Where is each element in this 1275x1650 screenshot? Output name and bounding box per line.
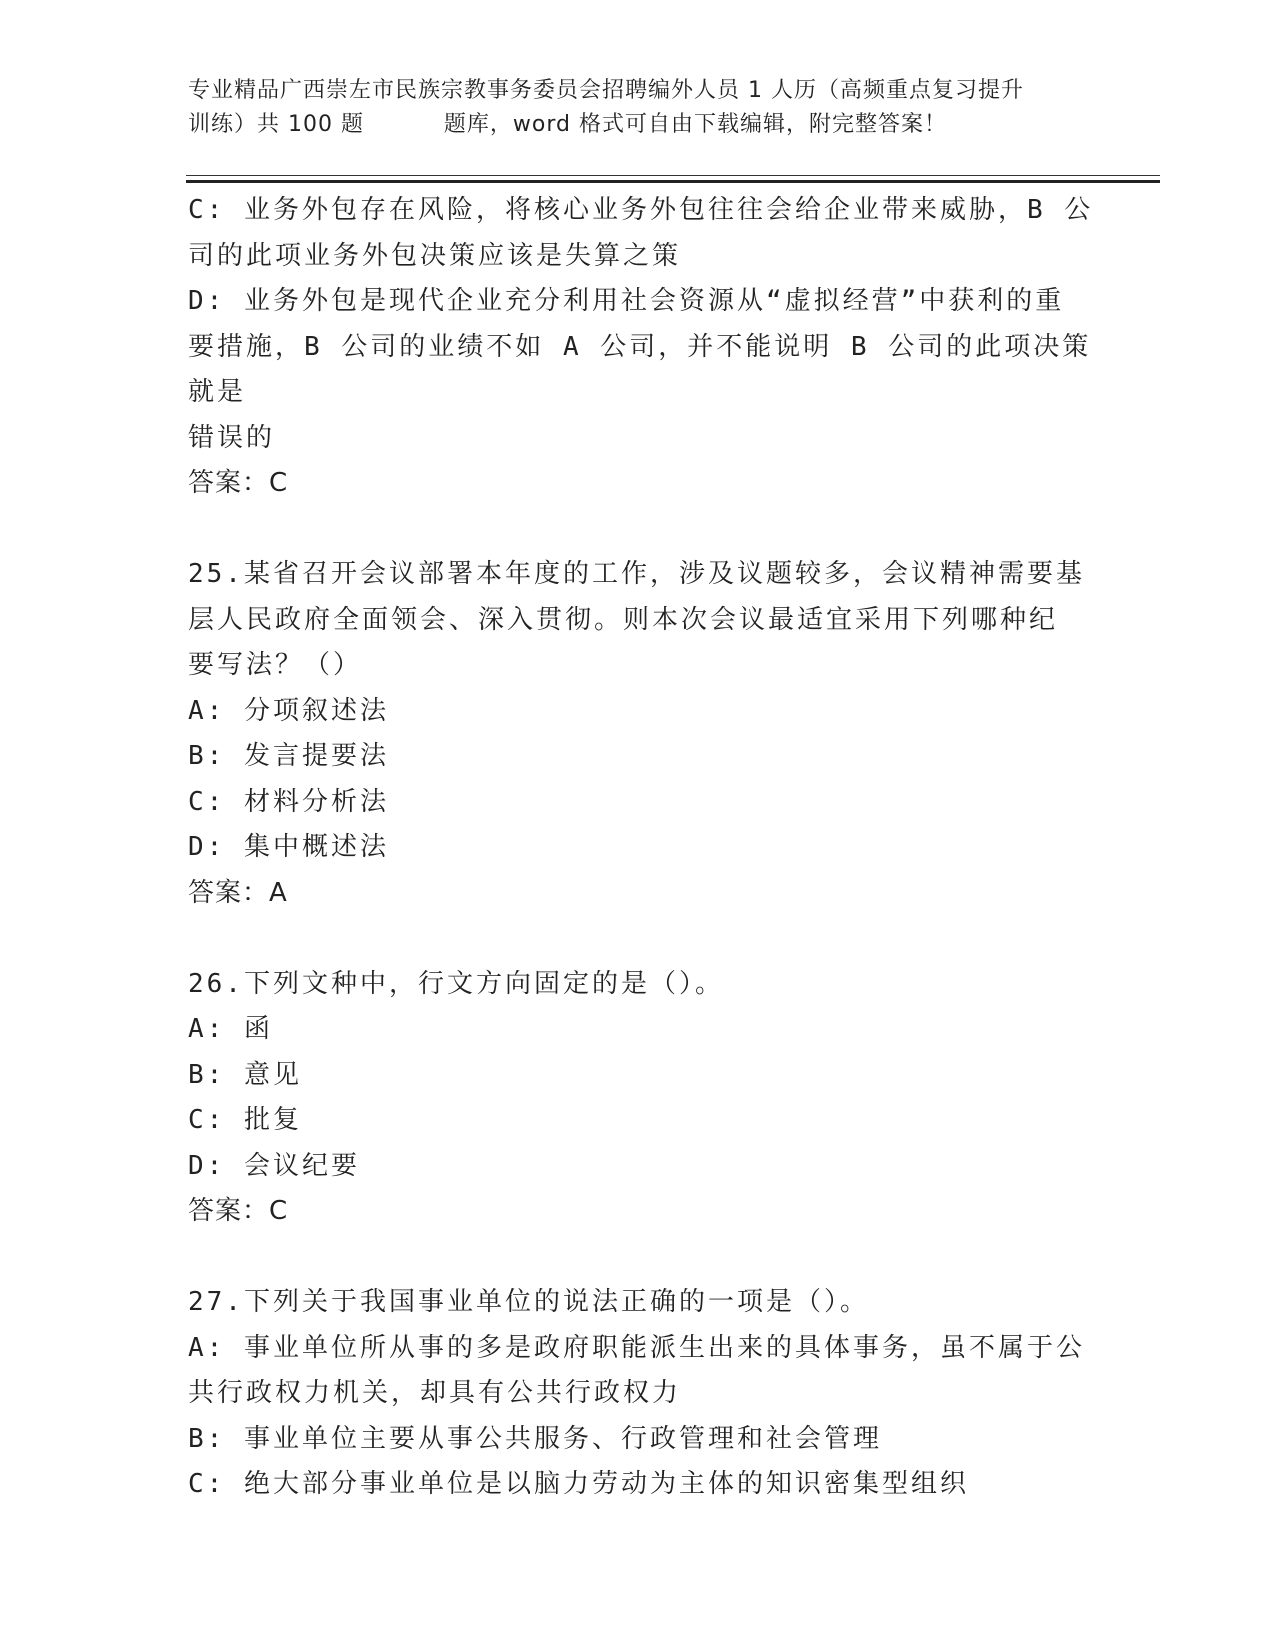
q27-option-b: B: 事业单位主要从事公共服务、行政管理和社会管理 <box>188 1423 882 1454</box>
q26-option-b: B: 意见 <box>188 1059 302 1090</box>
q26-option-c: C: 批复 <box>188 1105 302 1135</box>
header-divider-thin <box>186 175 1160 176</box>
q25-stem-line-2: 层人民政府全面领会、深入贯彻。则本次会议最适宜采用下列哪种纪 <box>188 604 1059 635</box>
q24-option-d-line-3: 错误的 <box>188 422 276 453</box>
q26-answer: 答案：C <box>188 1196 289 1226</box>
q27-option-c: C: 绝大部分事业单位是以脑力劳动为主体的知识密集型组织 <box>188 1469 969 1499</box>
q25-option-a: A: 分项叙述法 <box>188 695 389 726</box>
q26-option-a: A: 函 <box>188 1014 273 1044</box>
q24-option-d-line-1: D: 业务外包是现代企业充分利用社会资源从“虚拟经营”中获利的重 <box>188 286 1065 316</box>
q24-option-c-line-2: 司的此项业务外包决策应该是失算之策 <box>188 240 682 271</box>
q25-option-d: D: 集中概述法 <box>188 832 389 862</box>
q27-stem: 27.下列关于我国事业单位的说法正确的一项是（）。 <box>188 1287 869 1317</box>
question-body <box>188 188 1108 1508</box>
header-title-line-2: 训练）共 100 题 题库，word 格式可自由下载编辑，附完整答案！ <box>188 112 947 137</box>
q24-option-c-line-1: C: 业务外包存在风险，将核心业务外包往往会给企业带来威胁，B 公 <box>188 195 1094 225</box>
q25-option-c: C: 材料分析法 <box>188 786 389 817</box>
q25-answer: 答案：A <box>188 877 288 908</box>
question-spacer <box>188 916 1108 962</box>
q24-answer: 答案：C <box>188 468 289 498</box>
header-divider-thick <box>186 180 1160 183</box>
q27-option-a-line-1: A: 事业单位所从事的多是政府职能派生出来的具体事务，虽不属于公 <box>188 1332 1085 1363</box>
q26-option-d: D: 会议纪要 <box>188 1150 360 1181</box>
document-header <box>188 74 1088 142</box>
q25-stem-line-1: 25.某省召开会议部署本年度的工作，涉及议题较多，会议精神需要基 <box>188 559 1085 589</box>
q24-option-d-line-2: 要措施，B 公司的业绩不如 A 公司，并不能说明 B 公司的此项决策就是 <box>188 331 1092 407</box>
q25-option-b: B: 发言提要法 <box>188 741 389 771</box>
question-spacer <box>188 1235 1108 1281</box>
question-spacer <box>188 507 1108 553</box>
header-title-line-1: 专业精品广西崇左市民族宗教事务委员会招聘编外人员 1 人历（高频重点复习提升 <box>188 78 1024 103</box>
q27-option-a-line-2: 共行政权力机关，却具有公共行政权力 <box>188 1378 682 1408</box>
q26-stem: 26.下列文种中，行文方向固定的是（）。 <box>188 968 724 999</box>
q25-stem-line-3: 要写法？（） <box>188 650 363 680</box>
